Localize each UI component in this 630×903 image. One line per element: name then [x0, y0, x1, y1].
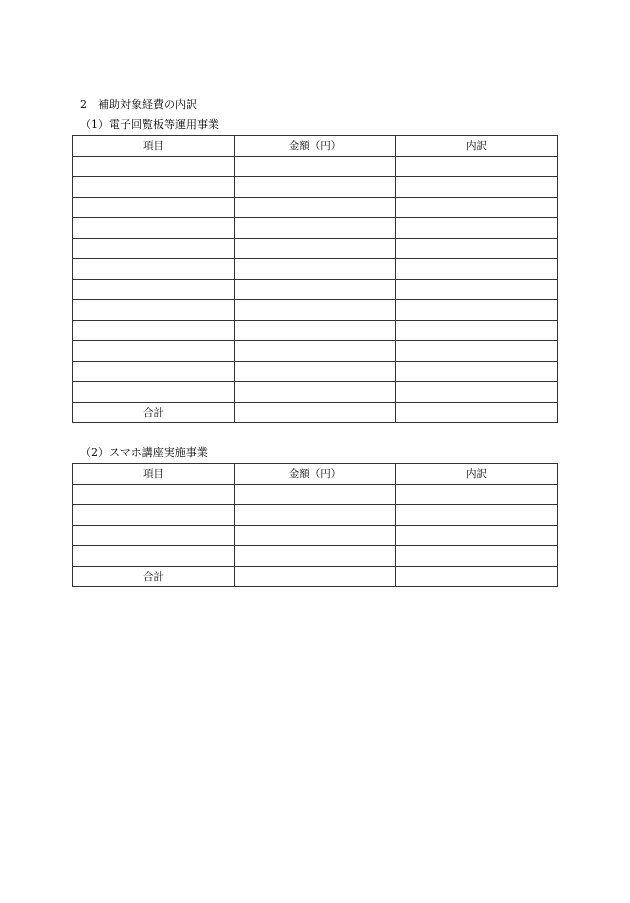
breakdown-cell[interactable]	[396, 218, 558, 239]
table-body	[73, 484, 558, 587]
column-header-item: 項目	[73, 136, 235, 157]
item-cell[interactable]	[73, 177, 235, 198]
total-row	[73, 402, 558, 423]
total-breakdown-cell[interactable]	[396, 566, 558, 587]
table-row	[73, 218, 558, 239]
amount-cell[interactable]	[235, 218, 396, 239]
amount-cell[interactable]	[235, 259, 396, 280]
column-header-amount: 金額（円）	[235, 136, 396, 157]
amount-cell[interactable]	[235, 505, 396, 526]
item-cell[interactable]	[73, 197, 235, 218]
breakdown-cell[interactable]	[396, 320, 558, 341]
total-label: 合計	[73, 402, 235, 423]
breakdown-cell[interactable]	[396, 259, 558, 280]
item-cell[interactable]	[73, 361, 235, 382]
table-header-row	[73, 136, 558, 157]
column-header-breakdown: 内訳	[396, 136, 558, 157]
amount-cell[interactable]	[235, 156, 396, 177]
column-header-amount: 金額（円）	[235, 464, 396, 485]
amount-cell[interactable]	[235, 177, 396, 198]
item-cell[interactable]	[73, 279, 235, 300]
amount-cell[interactable]	[235, 300, 396, 321]
breakdown-cell[interactable]	[396, 279, 558, 300]
column-header-item: 項目	[73, 464, 235, 485]
expense-table-1	[72, 135, 558, 423]
item-cell[interactable]	[73, 505, 235, 526]
item-cell[interactable]	[73, 525, 235, 546]
item-cell[interactable]	[73, 320, 235, 341]
amount-cell[interactable]	[235, 341, 396, 362]
breakdown-cell[interactable]	[396, 300, 558, 321]
breakdown-cell[interactable]	[396, 484, 558, 505]
item-cell[interactable]	[73, 238, 235, 259]
item-cell[interactable]	[73, 218, 235, 239]
breakdown-cell[interactable]	[396, 156, 558, 177]
amount-cell[interactable]	[235, 546, 396, 567]
amount-cell[interactable]	[235, 525, 396, 546]
breakdown-cell[interactable]	[396, 546, 558, 567]
total-label: 合計	[73, 566, 235, 587]
subsection-title-2: （2）スマホ講座実施事業	[80, 446, 208, 459]
table-row	[73, 300, 558, 321]
amount-cell[interactable]	[235, 197, 396, 218]
item-cell[interactable]	[73, 484, 235, 505]
total-breakdown-cell[interactable]	[396, 402, 558, 423]
table-header-row	[73, 464, 558, 485]
table-row	[73, 259, 558, 280]
item-cell[interactable]	[73, 341, 235, 362]
expense-table-2	[72, 463, 558, 587]
table-row	[73, 320, 558, 341]
breakdown-cell[interactable]	[396, 197, 558, 218]
item-cell[interactable]	[73, 382, 235, 403]
table-row	[73, 505, 558, 526]
table-row	[73, 382, 558, 403]
table-row	[73, 546, 558, 567]
breakdown-cell[interactable]	[396, 238, 558, 259]
subsection-title-1: （1）電子回覧板等運用事業	[80, 118, 219, 131]
table-row	[73, 279, 558, 300]
table-row	[73, 197, 558, 218]
amount-cell[interactable]	[235, 279, 396, 300]
total-amount-cell[interactable]	[235, 402, 396, 423]
table-body	[73, 156, 558, 423]
breakdown-cell[interactable]	[396, 177, 558, 198]
total-row	[73, 566, 558, 587]
table-row	[73, 156, 558, 177]
amount-cell[interactable]	[235, 484, 396, 505]
amount-cell[interactable]	[235, 361, 396, 382]
item-cell[interactable]	[73, 156, 235, 177]
table-row	[73, 238, 558, 259]
amount-cell[interactable]	[235, 320, 396, 341]
table-row	[73, 177, 558, 198]
amount-cell[interactable]	[235, 238, 396, 259]
table-row	[73, 341, 558, 362]
breakdown-cell[interactable]	[396, 505, 558, 526]
column-header-breakdown: 内訳	[396, 464, 558, 485]
table-row	[73, 525, 558, 546]
breakdown-cell[interactable]	[396, 382, 558, 403]
breakdown-cell[interactable]	[396, 525, 558, 546]
table-row	[73, 484, 558, 505]
item-cell[interactable]	[73, 259, 235, 280]
breakdown-cell[interactable]	[396, 341, 558, 362]
section-heading: 2 補助対象経費の内訳	[80, 98, 197, 111]
breakdown-cell[interactable]	[396, 361, 558, 382]
table-row	[73, 361, 558, 382]
amount-cell[interactable]	[235, 382, 396, 403]
item-cell[interactable]	[73, 300, 235, 321]
total-amount-cell[interactable]	[235, 566, 396, 587]
item-cell[interactable]	[73, 546, 235, 567]
